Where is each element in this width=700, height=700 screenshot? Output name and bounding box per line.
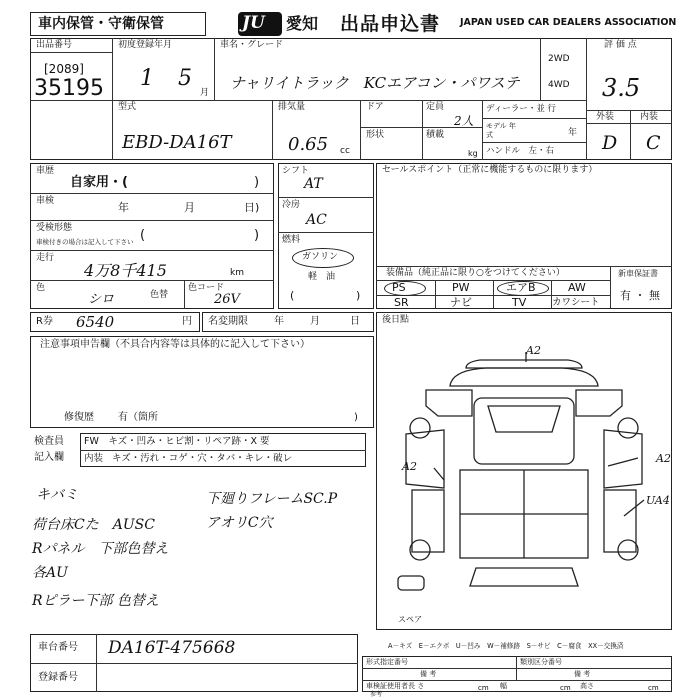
chassis-label: 車台番号 xyxy=(38,642,78,653)
repair-close: ) xyxy=(354,412,358,423)
model-year-unit: 年 xyxy=(568,128,578,138)
note-right-2: アオリC穴 xyxy=(206,515,273,531)
cert-width: 幅 xyxy=(500,682,507,690)
inspector-row1: FW キズ・凹み・ヒビ割・リペア跡・X 要 xyxy=(84,436,270,447)
displacement-value: 0.65 xyxy=(288,134,329,155)
load-unit: kg xyxy=(468,149,478,158)
name-change-year: 年 xyxy=(274,316,284,327)
shift-label: シフト xyxy=(282,166,310,176)
inspection-day: 日) xyxy=(244,201,260,214)
wheel-rear-right xyxy=(618,540,638,560)
rear-note-label: 後日點 xyxy=(382,315,410,325)
repair-value: 有（箇所 xyxy=(118,412,158,423)
inspector-label-2: 記入欄 xyxy=(34,452,64,463)
equipment-airbag: エアB xyxy=(506,281,536,294)
top-right-fender xyxy=(576,390,622,416)
drive-2wd: 2WD xyxy=(548,54,570,64)
warranty-label: 新車保証書 xyxy=(618,269,658,278)
registration-month: 5 xyxy=(178,66,192,91)
car-name-value: ナャリイトラック KCエアコン・パワステ xyxy=(230,74,520,92)
name-change-label: 名変期限 xyxy=(208,316,248,327)
note-left-2: 荷台床Cた AUSC xyxy=(32,517,155,533)
model-year-label: モデル 年式 xyxy=(486,122,516,139)
sales-point-label: セールスポイント（正常に機能するものに限ります） xyxy=(382,165,598,175)
color-value: シロ xyxy=(88,292,115,307)
cert-width-unit: cm xyxy=(560,684,571,692)
cert-note: 参考 xyxy=(370,691,383,698)
wheel-front-right xyxy=(618,418,638,438)
recycle-unit: 円 xyxy=(182,316,192,327)
diagram-mark-a2-right: A2 xyxy=(656,452,671,465)
cert-height-unit: cm xyxy=(648,684,659,692)
history-value: 自家用・( xyxy=(70,175,128,190)
load-label: 積載 xyxy=(426,130,445,140)
caution-label: 注意事項申告欄（不具合内容等は具体的に記入して下さい） xyxy=(40,339,310,350)
equipment-ps-circle xyxy=(384,281,426,296)
color-change-label: 色替 xyxy=(150,290,169,300)
displacement-unit: cc xyxy=(340,146,350,156)
handle-label: ハンドル 左・右 xyxy=(486,146,555,156)
fuel-label: 燃料 xyxy=(282,235,301,245)
inspection-label: 車検 xyxy=(36,196,55,206)
cert-label: 車検証使用者 xyxy=(366,682,408,690)
a2-right-pointer xyxy=(608,458,638,466)
wheel-front-left xyxy=(410,418,430,438)
spare-label: スペア xyxy=(398,615,422,624)
lot-sub-number: [2089] xyxy=(44,62,84,76)
note-left-4: 各AU xyxy=(32,565,68,581)
acceptance-note: 車検付きの場合は記入して下さい xyxy=(36,238,134,246)
model-value: EBD-DA16T xyxy=(122,132,232,153)
top-left-fender xyxy=(426,390,472,416)
mileage-label: 走行 xyxy=(36,253,55,263)
form-title: 出品申込書 xyxy=(340,13,441,35)
cab-left-side xyxy=(406,430,444,488)
acceptance-open: ( xyxy=(140,228,146,243)
fuel-gasoline: ガソリン xyxy=(302,252,339,262)
equipment-aw: AW xyxy=(568,281,586,294)
cert-length: 長 さ xyxy=(408,682,425,690)
class-note: 備 考 xyxy=(574,670,591,678)
diagram-legend: A－キズ E－エクボ U－凹み W－補修跡 S－サビ C－腐食 XX－交換済 xyxy=(388,642,624,650)
equipment-sr: SR xyxy=(394,296,409,309)
color-label: 色 xyxy=(36,283,46,293)
recycle-value: 6540 xyxy=(76,313,115,331)
plate-label: 登録番号 xyxy=(38,672,78,683)
diagram-mark-a2-left: A2 xyxy=(402,460,417,473)
fuel-open: ( xyxy=(290,289,295,302)
equipment-label: 装備品（純正品に限り○をつけてください） xyxy=(386,268,565,278)
acceptance-label: 受検形態 xyxy=(36,223,73,233)
diagram-mark-a2-top: A2 xyxy=(526,344,541,357)
note-right-1: 下廻りフレームSC.P xyxy=(206,491,338,507)
cooling-label: 冷房 xyxy=(282,200,301,210)
diagram-mark-ua4: UA4 xyxy=(646,494,670,507)
cab-windshield xyxy=(488,406,560,432)
displacement-label: 排気量 xyxy=(278,102,306,112)
inspector-row2: キズ・汚れ・コゲ・穴・タバ・キレ・破レ xyxy=(112,453,293,464)
inspection-month: 月 xyxy=(184,201,195,214)
org-name: 愛知 xyxy=(286,14,319,33)
rating-value: 3.5 xyxy=(602,74,641,102)
color-code-label: 色コード xyxy=(188,283,225,293)
registration-month-unit: 月 xyxy=(200,88,210,98)
inspector-row2-label: 内装 xyxy=(84,453,104,464)
warranty-value: 有 ・ 無 xyxy=(620,289,660,302)
interior-value: C xyxy=(646,132,661,154)
history-label: 車歴 xyxy=(36,166,55,176)
wheel-rear-left xyxy=(410,540,430,560)
acceptance-close: ) xyxy=(254,228,260,243)
recycle-block xyxy=(30,312,200,332)
cooling-value: AC xyxy=(306,212,327,228)
lot-number: 35195 xyxy=(34,76,104,101)
ua4-pointer xyxy=(624,500,644,516)
history-block xyxy=(30,163,274,309)
dealer-label: ディーラー・並 行 xyxy=(486,104,557,114)
bed-left-side xyxy=(412,490,444,552)
exterior-value: D xyxy=(602,132,618,154)
front-outline xyxy=(450,368,598,386)
org-english: JAPAN USED CAR DEALERS ASSOCIATION xyxy=(460,17,677,28)
equipment-seat: カワシート xyxy=(552,297,600,308)
repair-label: 修復歴 xyxy=(64,412,94,423)
car-name-label: 車名・グレード xyxy=(220,40,284,50)
equipment-airbag-circle xyxy=(497,281,549,296)
vehicle-diagram xyxy=(376,340,672,620)
front-hood xyxy=(466,360,582,368)
capacity-label: 定員 xyxy=(426,102,445,112)
exterior-label: 外装 xyxy=(596,112,615,122)
equipment-pw: PW xyxy=(452,281,470,294)
spare-tire xyxy=(398,576,424,590)
inspector-label: 検査員 xyxy=(34,436,64,447)
ju-logo-text: JU xyxy=(242,13,265,33)
designation-note: 備 考 xyxy=(420,670,437,678)
model-label: 型式 xyxy=(118,102,137,112)
mileage-value: 4万8千415 xyxy=(84,261,167,280)
recycle-label: R券 xyxy=(36,316,53,327)
note-left-5: Rピラー下部 色替え xyxy=(32,593,159,609)
registration-label: 初度登録年月 xyxy=(118,40,173,50)
note-left-3: Rパネル 下部色替え xyxy=(32,541,169,557)
shift-value: AT xyxy=(304,176,323,192)
ju-logo xyxy=(238,12,282,36)
class-label: 類別区分番号 xyxy=(520,658,562,666)
fuel-close: ) xyxy=(356,289,361,302)
note-left-1: キバミ xyxy=(36,487,78,503)
equipment-tv: TV xyxy=(512,296,527,309)
name-change-month: 月 xyxy=(310,316,320,327)
mileage-unit: km xyxy=(230,268,244,278)
bed-right-side xyxy=(604,490,636,552)
cert-height: 高さ xyxy=(580,682,594,690)
rating-label: 評 価 点 xyxy=(604,40,637,50)
history-close: ) xyxy=(254,175,260,190)
equipment-navi: ナビ xyxy=(450,296,472,309)
door-label: ドア xyxy=(366,102,384,112)
fuel-diesel: 軽 油 xyxy=(308,272,336,282)
drive-4wd: 4WD xyxy=(548,80,570,90)
name-change-day: 日 xyxy=(350,316,360,327)
lot-label: 出品番号 xyxy=(36,40,73,50)
chassis-value: DA16T-475668 xyxy=(108,638,236,658)
a2-left-pointer xyxy=(434,468,444,480)
inspection-year: 年 xyxy=(118,201,129,214)
storage-note: 車内保管・守衛保管 xyxy=(38,16,164,32)
door-shape-label: 形状 xyxy=(366,130,385,140)
interior-label: 内装 xyxy=(640,112,659,122)
equipment-ps: PS xyxy=(392,281,406,294)
designation-label: 形式指定番号 xyxy=(366,658,408,666)
capacity-value: 2人 xyxy=(454,114,474,128)
cert-length-unit: cm xyxy=(478,684,489,692)
rear-gate xyxy=(470,568,578,586)
color-code-value: 26V xyxy=(214,292,240,307)
registration-year: 1 xyxy=(140,66,154,91)
